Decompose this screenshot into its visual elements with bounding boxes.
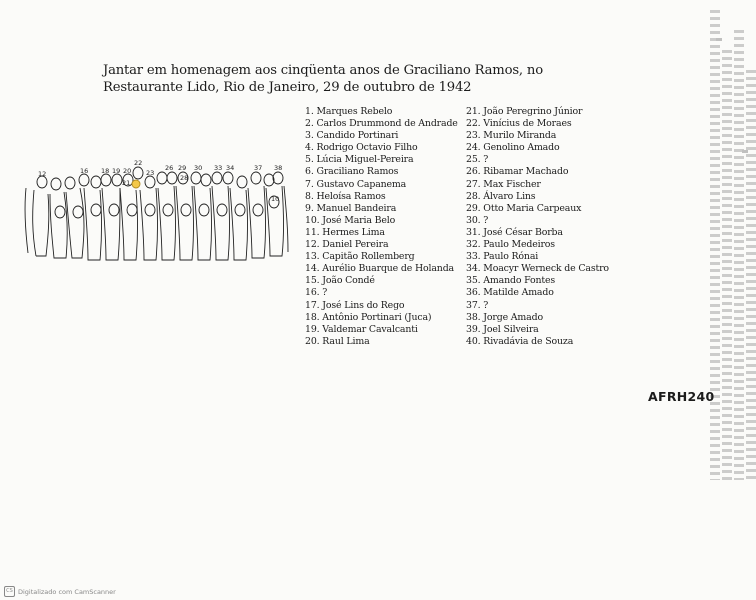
guest-list-item: 29. Otto Maria Carpeaux [466,202,582,214]
guest-list-item: 5. Lúcia Miguel-Pereira [305,154,414,166]
sketch-label-10: 10 [271,195,280,203]
guest-list-item: 26. Ribamar Machado [466,166,569,178]
sketch-label-28: 28 [180,174,189,182]
sketch-label-22: 22 [134,159,143,167]
guest-list-item: 7. Gustavo Capanema [305,178,407,190]
title-line-1: Jantar em homenagem aos cinqüenta anos de Graciliano Ramos, no [103,63,543,78]
back-row-heads [37,167,283,190]
guest-list-item: 32. Paulo Medeiros [466,239,555,251]
guest-list-item: 27. Max Fischer [466,178,541,190]
scanner-footer-text: Digitalizado com CamScanner [18,587,116,596]
sketch-label-37: 37 [254,164,263,172]
sketch-label-18: 18 [101,167,110,175]
scanner-footer [4,586,116,597]
sketch-label-12: 12 [38,170,47,178]
sketch-label-19: 19 [112,167,121,175]
sketch-label-21: 21 [122,179,131,187]
highlighted-head [132,180,140,188]
guest-list-item: 18. Antônio Portinari (Juca) [305,311,432,323]
sketch-label-33: 33 [214,164,223,172]
guest-list-item: 14. Aurélio Buarque de Holanda [305,263,454,275]
guest-list-item: 2. Carlos Drummond de Andrade [305,118,458,130]
sketch-label-30: 30 [194,164,203,172]
guest-list-item: 1. Marques Rebelo [305,106,393,117]
guest-list-item: 31. José César Borba [466,226,563,238]
sketch-label-23: 23 [146,169,155,177]
guest-list-item: 36. Matilde Amado [466,287,554,299]
guest-list-item: 4. Rodrigo Octavio Filho [305,142,418,154]
guest-list-item: 40. Rivadávia de Souza [466,335,574,347]
sketch-label-34: 34 [226,164,235,172]
guest-list-item: 3. Candido Portinari [305,130,399,142]
guest-list-item: 17. José Lins do Rego [305,299,405,311]
guest-list-item: 30. ? [466,214,489,226]
guest-list-item: 8. Heloísa Ramos [305,190,386,202]
sketch-label-26: 26 [165,164,174,172]
scan-bleed-through [706,10,756,480]
sketch-label-20: 20 [123,167,132,175]
guest-list-item: 35. Amando Fontes [466,275,556,287]
document-title [103,62,543,96]
guest-list-item: 12. Daniel Pereira [305,239,389,251]
guest-list-item: 24. Genolino Amado [466,142,560,154]
guest-list-item: 23. Murilo Miranda [466,130,557,142]
guest-list-left [305,106,465,348]
guest-list-item: 15. João Condé [305,275,375,287]
guest-list-item: 13. Capitão Rollemberg [305,251,415,263]
guest-list-item: 11. Hermes Lima [305,226,385,238]
guest-list-item: 10. José Maria Belo [305,214,396,226]
guest-list-item: 21. João Peregrino Júnior [466,106,583,117]
guest-list-item: 22. Vinícius de Moraes [466,118,572,130]
guest-list-item: 38. Jorge Amado [466,311,543,323]
guest-list-item: 16. ? [305,287,328,299]
seating-sketch [20,158,292,266]
title-line-2: Restaurante Lido, Rio de Janeiro, 29 de outubro de 1942 [103,80,472,95]
camscanner-icon: CS [4,586,15,597]
guest-list-item: 37. ? [466,299,489,311]
guest-list-right [466,106,636,348]
guest-list-item: 19. Valdemar Cavalcanti [305,323,418,335]
guest-list-item: 34. Moacyr Werneck de Castro [466,263,609,275]
reference-code: AFRH240 [648,389,715,404]
guest-list-item: 39. Joel Silveira [466,323,539,335]
guest-list-item: 6. Graciliano Ramos [305,166,399,178]
guest-list-item: 20. Raul Lima [305,335,370,347]
sketch-label-38: 38 [274,164,283,172]
guest-list-item: 33. Paulo Rónai [466,251,539,263]
guest-list-item: 25. ? [466,154,489,166]
guest-list-item: 28. Álvaro Lins [466,190,536,202]
sketch-label-29: 29 [178,164,187,172]
sketch-label-16: 16 [80,167,89,175]
guest-list-item: 9. Manuel Bandeira [305,202,397,214]
left-edge-line [25,188,28,253]
front-row-heads [55,196,279,218]
